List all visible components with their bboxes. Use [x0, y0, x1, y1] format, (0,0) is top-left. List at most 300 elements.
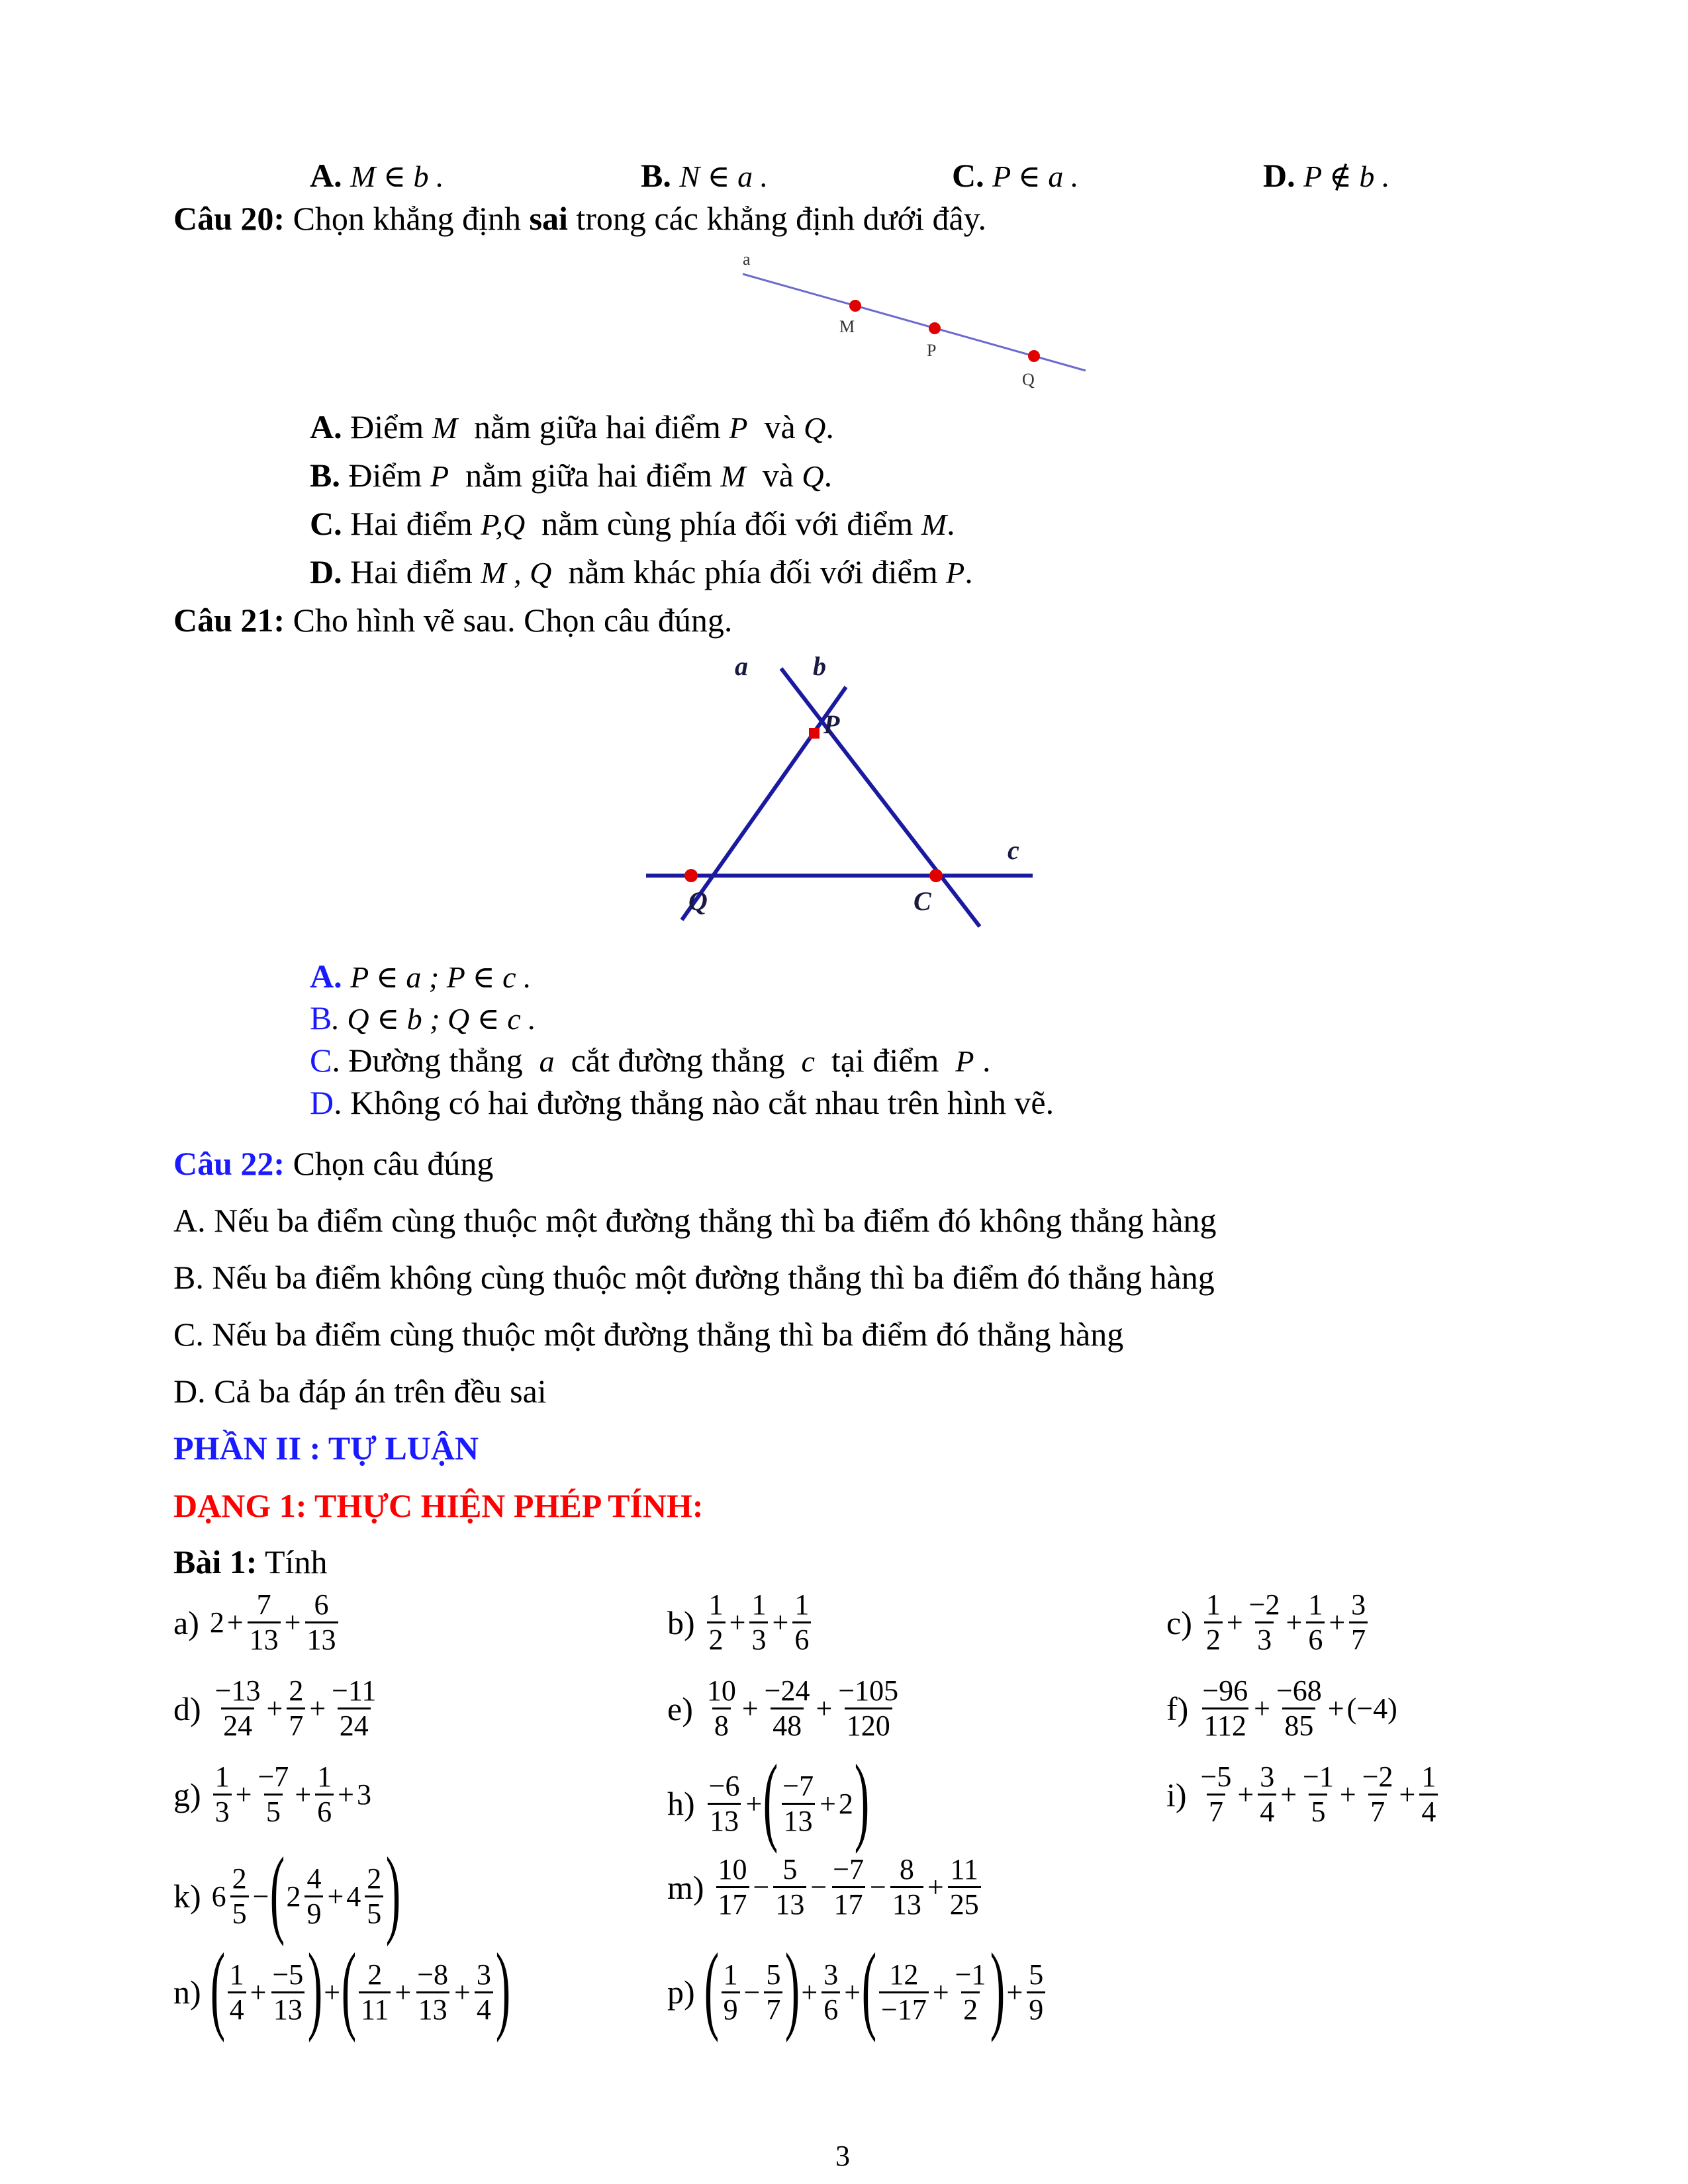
q20-label: Câu 20: — [173, 200, 285, 237]
exercise-i — [1166, 1760, 1440, 1829]
operator: + — [395, 1976, 412, 2009]
exercise-label: d) — [173, 1690, 201, 1727]
fraction — [948, 1853, 981, 1921]
exercise-d — [173, 1674, 381, 1743]
bai1-text: Tính — [265, 1543, 328, 1580]
denominator: 13 — [773, 1886, 806, 1921]
fraction — [305, 1862, 323, 1931]
numerator: 11 — [950, 1853, 978, 1886]
denominator: 7 — [1368, 1794, 1387, 1829]
fraction — [330, 1674, 378, 1743]
operator: + — [1006, 1976, 1023, 2009]
fraction — [722, 1958, 740, 2026]
fraction — [287, 1674, 305, 1743]
exercise-label: m) — [667, 1868, 704, 1906]
numerator: −8 — [417, 1958, 449, 1991]
q20-option-d-p1b: Q — [530, 556, 552, 590]
numerator: 2 — [367, 1862, 382, 1895]
q21-point-p-label: P — [823, 709, 840, 739]
q20-option-a-p1: M — [432, 411, 458, 445]
operator: + — [324, 1976, 341, 2009]
term: 2 — [838, 1787, 853, 1820]
q21-option-c — [310, 1040, 990, 1081]
numerator: −13 — [214, 1674, 261, 1707]
fraction — [305, 1588, 338, 1657]
operator: + — [1226, 1606, 1243, 1639]
q20-option-c-mid: nằm cùng phía đối với điểm — [541, 505, 914, 542]
q21-option-c-label: C — [310, 1042, 332, 1079]
operator: + — [454, 1976, 471, 2009]
numerator: 5 — [766, 1958, 781, 1991]
numerator: 6 — [314, 1588, 329, 1621]
operator: + — [729, 1606, 746, 1639]
q21-option-b — [310, 998, 536, 1039]
fraction — [1199, 1760, 1234, 1829]
fraction — [1419, 1760, 1438, 1829]
operator: + — [226, 1606, 244, 1639]
exercise-label: g) — [173, 1776, 201, 1813]
denominator: −17 — [879, 1991, 929, 2026]
q19-option-c-text: P ∈ a . — [992, 159, 1079, 193]
term: (−4) — [1346, 1692, 1397, 1725]
fraction — [359, 1958, 391, 2026]
q20-option-b-p1: P — [430, 459, 449, 493]
denominator: 9 — [305, 1895, 323, 1931]
numerator: 1 — [229, 1958, 244, 1991]
q20-option-a — [310, 407, 834, 448]
operator: + — [1339, 1778, 1356, 1811]
q20-option-a-p3: Q — [804, 411, 826, 445]
q20-option-c-pre: Hai điểm — [350, 505, 473, 542]
parenthesis: ) — [785, 1933, 800, 2043]
numerator: 8 — [899, 1853, 914, 1886]
parenthesis: ) — [495, 1933, 511, 2043]
denominator: 8 — [712, 1707, 731, 1743]
q20-option-b-and: và — [762, 457, 794, 494]
fraction — [821, 1958, 840, 2026]
term: 3 — [356, 1778, 371, 1811]
q20-option-a-label: A. — [310, 408, 342, 445]
page-number: 3 — [835, 2140, 850, 2172]
q21-option-a-text: P ∈ a ; P ∈ c . — [350, 960, 532, 994]
denominator: 4 — [1419, 1794, 1438, 1829]
operator: + — [745, 1787, 763, 1820]
denominator: 7 — [287, 1707, 305, 1743]
parenthesis: ( — [763, 1745, 778, 1854]
q21-option-b-text: . Q ∈ b ; Q ∈ c . — [332, 1002, 536, 1036]
fraction — [705, 1674, 738, 1743]
fraction — [1301, 1760, 1336, 1829]
denominator: 6 — [821, 1991, 840, 2026]
numerator: 1 — [751, 1588, 767, 1621]
operator: + — [820, 1787, 836, 1820]
operator: + — [1399, 1778, 1416, 1811]
exercise-p — [667, 1933, 1048, 2043]
numerator: 3 — [823, 1958, 839, 1991]
numerator: 2 — [367, 1958, 383, 1991]
q21-point-p — [809, 728, 820, 739]
denominator: 3 — [749, 1621, 768, 1657]
numerator: 5 — [782, 1853, 798, 1886]
denominator: 17 — [716, 1886, 749, 1921]
q20-option-b — [310, 455, 832, 496]
q20-point-m — [849, 300, 861, 312]
q20-line-label: a — [743, 250, 751, 269]
denominator: 13 — [416, 1991, 449, 2026]
fraction — [763, 1674, 812, 1743]
numerator: 5 — [1029, 1958, 1044, 1991]
q20-option-b-mid: nằm giữa hai điểm — [465, 457, 712, 494]
fraction — [270, 1958, 305, 2026]
fraction — [780, 1770, 816, 1838]
operator: + — [927, 1871, 944, 1903]
parenthesis: ( — [210, 1933, 225, 2043]
parenthesis: ) — [990, 1933, 1006, 2043]
denominator: 13 — [271, 1991, 305, 2026]
fraction — [764, 1958, 782, 2026]
operator: + — [816, 1692, 833, 1725]
q21-text: Cho hình vẽ sau. Chọn câu đúng. — [293, 602, 733, 639]
fraction — [213, 1674, 263, 1743]
numerator: −96 — [1202, 1674, 1248, 1707]
operator: + — [1280, 1778, 1297, 1811]
parenthesis: ( — [341, 1933, 357, 2043]
q21-option-a-label: A. — [310, 958, 342, 995]
q20-option-d-end: . — [964, 553, 973, 590]
operator: + — [284, 1606, 301, 1639]
operator: + — [772, 1606, 789, 1639]
q20-option-a-end: . — [825, 408, 834, 445]
denominator: 24 — [221, 1707, 254, 1743]
q20-option-b-p2: M — [720, 459, 746, 493]
fraction — [707, 1770, 742, 1838]
q22-option-b: B. Nếu ba điểm không cùng thuộc một đường thẳng thì ba điểm đó thẳng hàng — [173, 1259, 1215, 1296]
q21-point-q-label: Q — [688, 886, 708, 916]
q19-option-d-label: D. — [1263, 157, 1295, 194]
numerator: −2 — [1362, 1760, 1393, 1793]
denominator: 48 — [771, 1707, 804, 1743]
denominator: 2 — [1204, 1621, 1223, 1657]
denominator: 2 — [961, 1991, 980, 2026]
fraction — [315, 1760, 334, 1829]
parenthesis: ( — [270, 1837, 285, 1947]
denominator: 2 — [707, 1621, 726, 1657]
denominator: 17 — [832, 1886, 865, 1921]
q20-option-a-pre: Điểm — [350, 408, 424, 445]
q20-option-d-pre: Hai điểm — [350, 553, 473, 590]
fraction — [879, 1958, 929, 2026]
q22-option-d: D. Cả ba đáp án trên đều sai — [173, 1373, 547, 1410]
q21-stem — [173, 600, 732, 640]
q19-option-a-text: M ∈ b . — [350, 159, 444, 193]
q20-option-d-label: D. — [310, 553, 342, 590]
denominator: 13 — [708, 1803, 741, 1838]
numerator: −11 — [332, 1674, 377, 1707]
q22-option-c: C. Nếu ba điểm cùng thuộc một đường thẳng thì ba điểm đó thẳng hàng — [173, 1316, 1124, 1353]
bai1-label: Bài 1: — [173, 1543, 258, 1580]
operator: + — [1286, 1606, 1303, 1639]
fraction — [365, 1862, 383, 1931]
q21-option-c-text: . Đường thẳng — [332, 1042, 523, 1079]
operator: − — [252, 1880, 269, 1913]
q20-option-d-p2: P — [946, 556, 965, 590]
numerator: 10 — [718, 1853, 747, 1886]
operator: − — [870, 1871, 886, 1903]
numerator: −24 — [764, 1674, 810, 1707]
numerator: 1 — [1421, 1760, 1436, 1793]
exercise-label: b) — [667, 1604, 695, 1641]
numerator: 3 — [1351, 1588, 1366, 1621]
q20-text-before: Chọn khẳng định — [293, 200, 522, 237]
fraction — [749, 1588, 768, 1657]
parenthesis: ( — [704, 1933, 719, 2043]
denominator: 6 — [1306, 1621, 1325, 1657]
operator: + — [295, 1778, 312, 1811]
q21-point-c-label: C — [914, 886, 931, 916]
numerator: 1 — [794, 1588, 810, 1621]
denominator: 3 — [213, 1794, 232, 1829]
q20-option-b-p3: Q — [802, 459, 824, 493]
numerator: 2 — [289, 1674, 304, 1707]
denominator: 13 — [305, 1621, 338, 1657]
denominator: 3 — [1255, 1621, 1274, 1657]
operator: + — [1254, 1692, 1270, 1725]
operator: + — [801, 1976, 818, 2009]
operator: + — [338, 1778, 354, 1811]
bai1-heading — [173, 1542, 327, 1582]
denominator: 5 — [1309, 1794, 1327, 1829]
fraction — [953, 1958, 988, 2026]
denominator: 85 — [1282, 1707, 1315, 1743]
part2-heading: PHẦN II : TỰ LUẬN — [173, 1430, 479, 1467]
denominator: 5 — [264, 1794, 283, 1829]
term: 2 — [209, 1606, 224, 1639]
operator: + — [235, 1778, 252, 1811]
q20-point-q-label: Q — [1022, 370, 1035, 389]
denominator: 7 — [1207, 1794, 1225, 1829]
denominator: 5 — [230, 1895, 249, 1931]
exercise-f — [1166, 1674, 1399, 1743]
q21-line-a-label: a — [735, 651, 748, 681]
numerator: 10 — [706, 1674, 736, 1707]
fraction — [1349, 1588, 1368, 1657]
exercise-c — [1166, 1588, 1370, 1657]
denominator: 9 — [1027, 1991, 1045, 2026]
fraction — [1306, 1588, 1325, 1657]
q21-line-b — [682, 687, 846, 920]
fraction — [831, 1853, 866, 1921]
q21-option-d-text: . Không có hai đường thẳng nào cắt nhau trên hình vẽ. — [334, 1084, 1055, 1121]
numerator: 1 — [317, 1760, 332, 1793]
numerator: −7 — [258, 1760, 289, 1793]
operator: + — [844, 1976, 861, 2009]
fraction — [1360, 1760, 1395, 1829]
parenthesis: ( — [861, 1933, 877, 2043]
denominator: 4 — [475, 1991, 493, 2026]
numerator: −68 — [1276, 1674, 1322, 1707]
fraction — [773, 1853, 806, 1921]
parenthesis: ) — [854, 1745, 870, 1854]
q19-option-c-label: C. — [952, 157, 984, 194]
numerator: −7 — [833, 1853, 865, 1886]
numerator: 7 — [256, 1588, 271, 1621]
operator: + — [741, 1692, 759, 1725]
denominator: 13 — [248, 1621, 281, 1657]
fraction — [248, 1588, 281, 1657]
q20-option-d-p1: M , — [481, 556, 522, 590]
numerator: −7 — [782, 1769, 814, 1802]
q21-line-c-label: c — [1008, 835, 1019, 865]
denominator: 13 — [782, 1803, 815, 1838]
q20-option-a-mid: nằm giữa hai điểm — [474, 408, 721, 445]
numerator: 4 — [306, 1862, 322, 1895]
operator: + — [932, 1976, 949, 2009]
q21-option-b-label: B — [310, 999, 332, 1036]
denominator: 112 — [1202, 1707, 1248, 1743]
q20-point-p-label: P — [927, 341, 937, 360]
q20-option-c-end: . — [947, 505, 955, 542]
q20-option-a-p2: P — [729, 411, 748, 445]
fraction — [1274, 1674, 1324, 1743]
q19-option-b-label: B. — [641, 157, 671, 194]
q21-line-a — [781, 668, 980, 927]
fraction — [707, 1588, 726, 1657]
q19-option-c — [952, 156, 1078, 197]
exercise-label: p) — [667, 1974, 695, 2011]
exercise-label: h) — [667, 1785, 695, 1822]
numerator: 1 — [214, 1760, 230, 1793]
q19-option-b — [641, 156, 768, 197]
term: 4 — [346, 1880, 361, 1913]
denominator: 120 — [845, 1707, 892, 1743]
denominator: 5 — [365, 1895, 383, 1931]
exercise-label: c) — [1166, 1604, 1192, 1641]
operator: + — [1327, 1692, 1344, 1725]
numerator: −5 — [272, 1958, 304, 1991]
exercise-h — [667, 1745, 870, 1854]
q21-option-c-m1: a — [539, 1044, 555, 1078]
numerator: 2 — [232, 1862, 247, 1895]
q19-option-d — [1263, 156, 1389, 197]
fraction — [1204, 1588, 1223, 1657]
parenthesis: ) — [386, 1837, 401, 1947]
fraction — [716, 1853, 749, 1921]
q22-option-a: A. Nếu ba điểm cùng thuộc một đường thẳng thì ba điểm đó không thẳng hàng — [173, 1202, 1217, 1239]
q21-option-d — [310, 1083, 1054, 1122]
operator: + — [250, 1976, 267, 2009]
operator: + — [309, 1692, 326, 1725]
fraction — [890, 1853, 923, 1921]
denominator: 25 — [948, 1886, 981, 1921]
q21-point-q — [684, 869, 698, 882]
operator: − — [810, 1871, 827, 1903]
exercise-label: k) — [173, 1878, 201, 1915]
denominator: 24 — [338, 1707, 371, 1743]
exercise-g — [173, 1760, 373, 1829]
fraction — [228, 1958, 246, 2026]
q22-stem — [173, 1144, 493, 1183]
q20-stem — [173, 199, 986, 238]
q19-option-b-text: N ∈ a . — [679, 159, 769, 193]
q22-text: Chọn câu đúng — [293, 1145, 494, 1182]
q21-point-c — [929, 869, 943, 882]
q20-option-b-pre: Điểm — [348, 457, 422, 494]
denominator: 9 — [722, 1991, 740, 2026]
numerator: −1 — [955, 1958, 986, 1991]
numerator: −2 — [1248, 1588, 1280, 1621]
q21-option-c-t2: cắt đường thẳng — [571, 1042, 785, 1079]
numerator: −105 — [838, 1674, 899, 1707]
fraction — [836, 1674, 900, 1743]
q20-option-b-end: . — [823, 457, 833, 494]
q19-option-d-text: P ∉ b . — [1303, 159, 1390, 193]
exercise-label: n) — [173, 1974, 201, 2011]
q20-option-c-label: C. — [310, 505, 342, 542]
numerator: 3 — [476, 1958, 491, 1991]
q20-option-a-and: và — [764, 408, 796, 445]
term: 6 — [211, 1880, 226, 1913]
fraction — [1200, 1674, 1250, 1743]
fraction — [213, 1760, 232, 1829]
q21-option-a — [310, 956, 531, 997]
q20-figure — [728, 245, 1099, 397]
q20-option-d-mid: nằm khác phía đối với điểm — [568, 553, 938, 590]
numerator: −5 — [1200, 1760, 1232, 1793]
q20-text-after: trong các khẳng định dưới đây. — [576, 200, 986, 237]
q20-option-c — [310, 504, 955, 545]
exercise-e — [667, 1674, 903, 1743]
exercise-label: a) — [173, 1604, 199, 1641]
fraction — [230, 1862, 249, 1931]
denominator: 6 — [792, 1621, 811, 1657]
q21-option-c-m2: c — [801, 1044, 815, 1078]
q21-figure — [635, 649, 1046, 940]
denominator: 6 — [315, 1794, 334, 1829]
denominator: 11 — [359, 1991, 391, 2026]
q20-point-m-label: M — [839, 317, 855, 336]
fraction — [792, 1588, 811, 1657]
exercise-m — [667, 1853, 984, 1921]
q21-option-c-t4: . — [982, 1042, 991, 1079]
q20-option-c-p1: P,Q — [481, 508, 526, 541]
exercise-label: f) — [1166, 1690, 1189, 1727]
q19-option-a — [310, 156, 444, 197]
fraction — [1247, 1588, 1282, 1657]
q20-point-p — [929, 322, 941, 334]
operator: + — [266, 1692, 283, 1725]
exercise-label: i) — [1166, 1776, 1187, 1813]
operator: + — [1329, 1606, 1346, 1639]
numerator: −6 — [708, 1769, 740, 1802]
fraction — [1258, 1760, 1276, 1829]
operator: + — [327, 1880, 344, 1913]
exercise-a — [173, 1588, 341, 1657]
fraction — [415, 1958, 450, 2026]
q20-option-b-label: B. — [310, 457, 340, 494]
fraction — [1027, 1958, 1045, 2026]
q21-label: Câu 21: — [173, 602, 285, 639]
numerator: 1 — [1308, 1588, 1323, 1621]
q19-option-a-label: A. — [310, 157, 342, 194]
parenthesis: ) — [308, 1933, 323, 2043]
denominator: 4 — [228, 1991, 246, 2026]
q21-option-c-t3: tại điểm — [831, 1042, 939, 1079]
denominator: 4 — [1258, 1794, 1276, 1829]
q20-option-d — [310, 552, 973, 593]
denominator: 7 — [764, 1991, 782, 2026]
numerator: 1 — [708, 1588, 724, 1621]
exercise-b — [667, 1588, 814, 1657]
